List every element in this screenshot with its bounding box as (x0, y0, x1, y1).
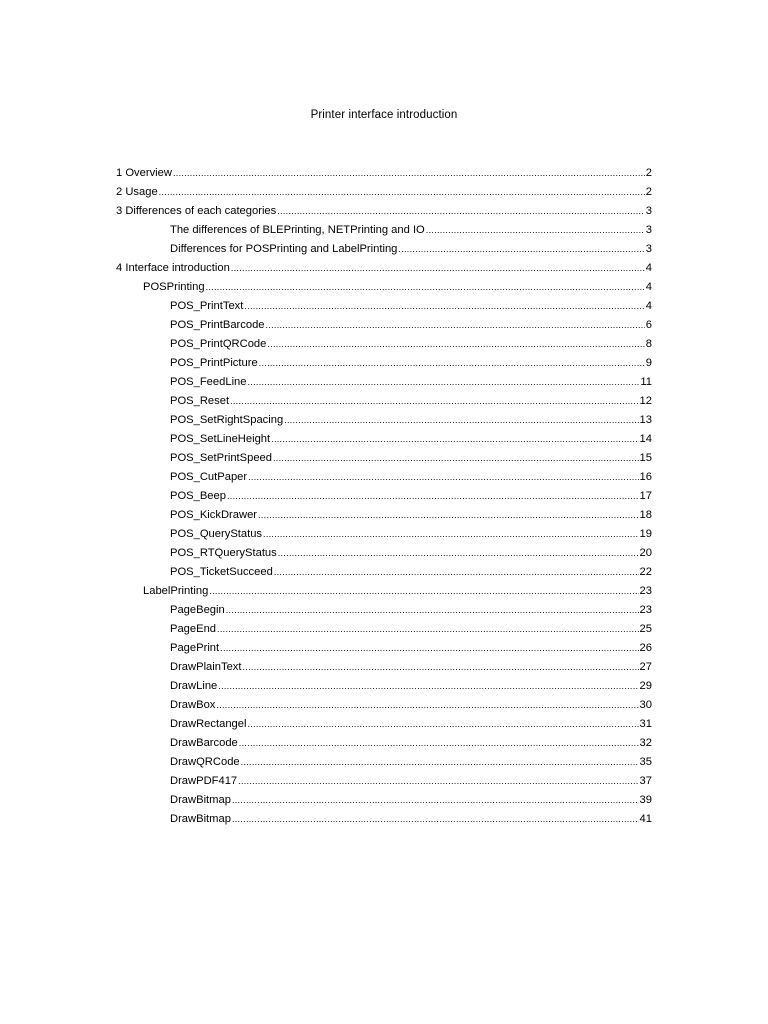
toc-entry[interactable] (116, 487, 652, 506)
toc-entry[interactable] (116, 221, 652, 240)
toc-entry-label: LabelPrinting (143, 585, 209, 597)
toc-entry-page-number: 29 (639, 680, 652, 692)
toc-dot-leader (247, 715, 638, 734)
toc-dot-leader (263, 525, 639, 544)
toc-entry[interactable] (116, 449, 652, 468)
toc-dot-leader (238, 772, 638, 791)
toc-entry[interactable] (116, 639, 652, 658)
toc-dot-leader (220, 639, 638, 658)
toc-entry-page-number: 2 (645, 186, 652, 198)
toc-dot-leader (277, 202, 645, 221)
toc-dot-leader (239, 734, 639, 753)
toc-entry-label: POS_SetLineHeight (170, 433, 271, 445)
toc-entry-label: POS_PrintQRCode (170, 338, 267, 350)
toc-dot-leader (218, 677, 638, 696)
toc-entry-label: Differences for POSPrinting and LabelPrinting (170, 243, 398, 255)
toc-dot-leader (231, 259, 645, 278)
toc-entry-label: POS_CutPaper (170, 471, 248, 483)
toc-entry-label: POS_PrintBarcode (170, 319, 265, 331)
toc-entry[interactable] (116, 183, 652, 202)
toc-entry[interactable] (116, 316, 652, 335)
document-title: Printer interface introduction (310, 109, 458, 121)
toc-entry-page-number: 26 (639, 642, 652, 654)
toc-entry-page-number: 39 (639, 794, 652, 806)
toc-entry-page-number: 41 (639, 813, 652, 825)
toc-entry-page-number: 9 (645, 357, 652, 369)
toc-entry-label: POS_RTQueryStatus (170, 547, 277, 559)
toc-entry[interactable] (116, 392, 652, 411)
toc-entry-label: POS_SetPrintSpeed (170, 452, 272, 464)
toc-entry[interactable] (116, 430, 652, 449)
toc-entry-label: 1 Overview (116, 167, 172, 179)
toc-dot-leader (259, 354, 645, 373)
toc-entry-page-number: 4 (645, 300, 652, 312)
toc-entry[interactable] (116, 734, 652, 753)
toc-entry-label: DrawPDF417 (170, 775, 238, 787)
toc-dot-leader (248, 468, 638, 487)
toc-entry[interactable] (116, 810, 652, 829)
toc-entry[interactable] (116, 506, 652, 525)
toc-entry-page-number: 4 (645, 281, 652, 293)
toc-entry-page-number: 15 (639, 452, 652, 464)
toc-entry[interactable] (116, 278, 652, 297)
toc-dot-leader (232, 810, 639, 829)
toc-dot-leader (248, 373, 640, 392)
toc-entry[interactable] (116, 791, 652, 810)
toc-entry[interactable] (116, 354, 652, 373)
toc-entry-label: PageBegin (170, 604, 225, 616)
toc-dot-leader (398, 240, 644, 259)
toc-entry-label: POS_QueryStatus (170, 528, 263, 540)
toc-entry-label: PageEnd (170, 623, 217, 635)
toc-entry-label: DrawBarcode (170, 737, 238, 749)
toc-entry-page-number: 22 (639, 566, 652, 578)
toc-entry-label: 4 Interface introduction (116, 262, 230, 274)
toc-entry[interactable] (116, 715, 652, 734)
toc-entry-page-number: 37 (639, 775, 652, 787)
toc-entry-page-number: 16 (639, 471, 652, 483)
toc-dot-leader (209, 582, 638, 601)
toc-dot-leader (232, 791, 639, 810)
toc-entry-label: 3 Differences of each categories (116, 205, 277, 217)
toc-entry-page-number: 19 (639, 528, 652, 540)
toc-entry-label: DrawLine (170, 680, 218, 692)
toc-entry-page-number: 32 (639, 737, 652, 749)
toc-dot-leader (206, 278, 645, 297)
toc-dot-leader (274, 563, 639, 582)
toc-entry-label: POS_KickDrawer (170, 509, 258, 521)
toc-entry-page-number: 11 (640, 376, 652, 388)
toc-entry-page-number: 23 (639, 604, 652, 616)
toc-entry-page-number: 8 (645, 338, 652, 350)
toc-entry-page-number: 2 (645, 167, 652, 179)
toc-entry-label: POS_SetRightSpacing (170, 414, 284, 426)
toc-entry-page-number: 27 (639, 661, 652, 673)
toc-entry-page-number: 20 (639, 547, 652, 559)
toc-entry-page-number: 12 (639, 395, 652, 407)
toc-entry-label: POS_TicketSucceed (170, 566, 273, 578)
toc-dot-leader (284, 411, 638, 430)
toc-dot-leader (271, 430, 638, 449)
toc-entry[interactable] (116, 696, 652, 715)
toc-entry[interactable] (116, 525, 652, 544)
toc-entry-page-number: 6 (645, 319, 652, 331)
toc-dot-leader (173, 164, 645, 183)
toc-entry-label: The differences of BLEPrinting, NETPrinting and IO (170, 224, 425, 236)
toc-entry-label: DrawBitmap (170, 794, 231, 806)
toc-entry-page-number: 31 (639, 718, 652, 730)
toc-dot-leader (266, 316, 645, 335)
toc-entry-label: DrawRectangel (170, 718, 247, 730)
toc-entry-label: POS_PrintPicture (170, 357, 258, 369)
toc-entry[interactable] (116, 582, 652, 601)
toc-entry-page-number: 3 (645, 243, 652, 255)
toc-entry-page-number: 35 (639, 756, 652, 768)
toc-entry-page-number: 17 (639, 490, 652, 502)
toc-dot-leader (227, 487, 639, 506)
toc-entry[interactable] (116, 202, 652, 221)
toc-entry-label: POS_Reset (170, 395, 230, 407)
toc-dot-leader (159, 183, 645, 202)
toc-dot-leader (426, 221, 645, 240)
toc-entry[interactable] (116, 563, 652, 582)
toc-dot-leader (278, 544, 639, 563)
toc-entry[interactable] (116, 373, 652, 392)
toc-entry-page-number: 3 (645, 224, 652, 236)
toc-entry-label: 2 Usage (116, 186, 158, 198)
toc-dot-leader (216, 696, 638, 715)
table-of-contents (116, 164, 652, 829)
toc-entry[interactable] (116, 772, 652, 791)
toc-entry[interactable] (116, 601, 652, 620)
toc-entry-label: DrawBitmap (170, 813, 231, 825)
toc-entry-label: POS_PrintText (170, 300, 244, 312)
toc-entry-page-number: 23 (639, 585, 652, 597)
toc-entry[interactable] (116, 677, 652, 696)
toc-dot-leader (244, 297, 644, 316)
toc-dot-leader (230, 392, 638, 411)
toc-entry-label: POSPrinting (143, 281, 205, 293)
toc-dot-leader (273, 449, 639, 468)
toc-entry[interactable] (116, 753, 652, 772)
toc-entry-label: DrawBox (170, 699, 216, 711)
toc-entry-label: POS_Beep (170, 490, 226, 502)
toc-entry[interactable] (116, 411, 652, 430)
toc-entry-label: PagePrint (170, 642, 220, 654)
toc-entry[interactable] (116, 658, 652, 677)
toc-entry-page-number: 14 (639, 433, 652, 445)
toc-entry[interactable] (116, 259, 652, 278)
toc-entry[interactable] (116, 335, 652, 354)
toc-entry-label: POS_FeedLine (170, 376, 247, 388)
toc-entry-label: DrawPlainText (170, 661, 242, 673)
toc-entry-page-number: 13 (639, 414, 652, 426)
toc-entry-page-number: 18 (639, 509, 652, 521)
toc-dot-leader (241, 753, 639, 772)
toc-entry-page-number: 25 (639, 623, 652, 635)
toc-entry-page-number: 30 (639, 699, 652, 711)
toc-entry[interactable] (116, 297, 652, 316)
toc-entry[interactable] (116, 620, 652, 639)
toc-dot-leader (226, 601, 639, 620)
toc-entry[interactable] (116, 544, 652, 563)
toc-entry-page-number: 4 (645, 262, 652, 274)
toc-entry[interactable] (116, 164, 652, 183)
toc-entry[interactable] (116, 240, 652, 259)
toc-dot-leader (217, 620, 639, 639)
toc-entry-page-number: 3 (645, 205, 652, 217)
toc-entry-label: DrawQRCode (170, 756, 240, 768)
toc-dot-leader (243, 658, 639, 677)
toc-entry[interactable] (116, 468, 652, 487)
toc-dot-leader (267, 335, 644, 354)
toc-dot-leader (258, 506, 639, 525)
